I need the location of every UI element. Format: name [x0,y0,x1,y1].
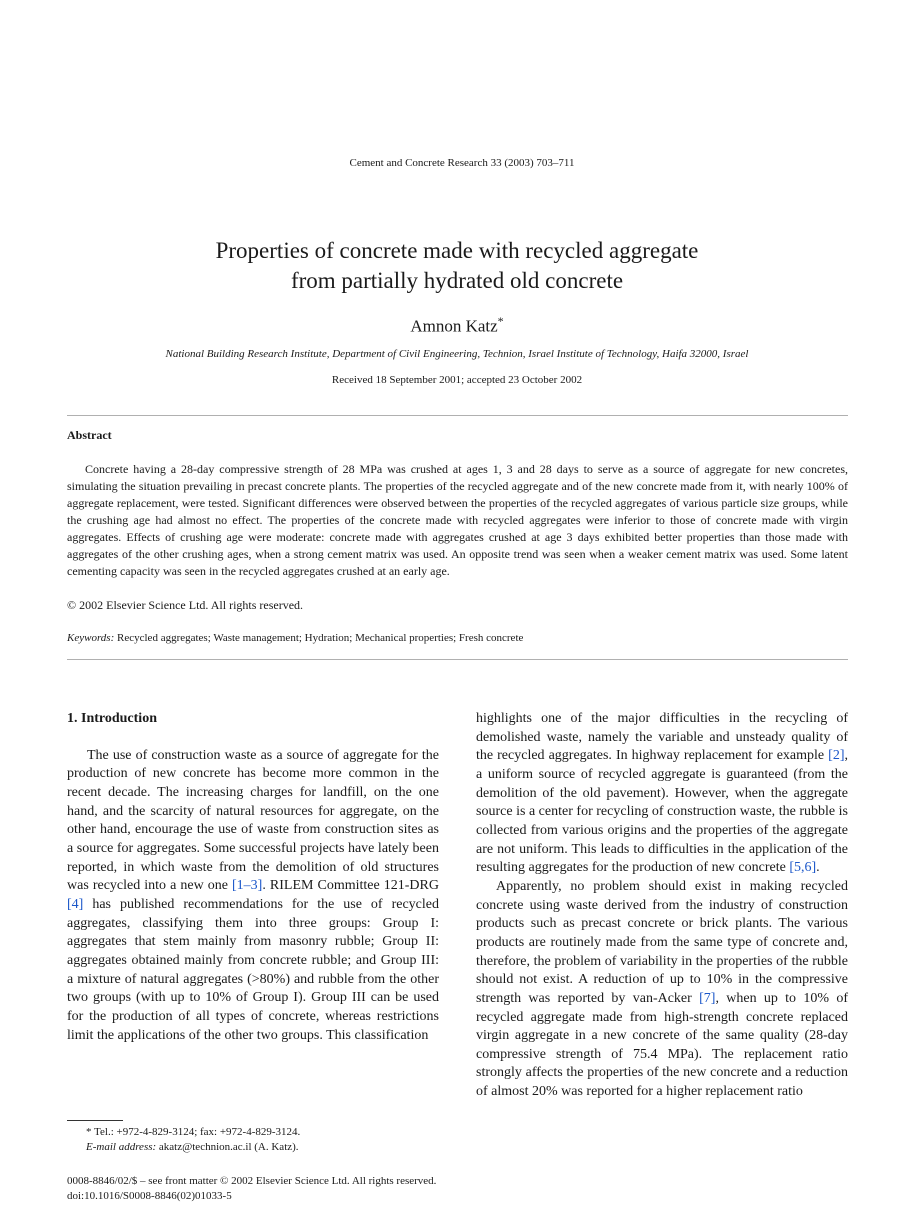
intro-text: . [816,860,820,876]
keywords [67,632,523,644]
citation-1-3[interactable]: [1–3] [232,878,263,894]
intro-text: . RILEM Committee 121-DRG [262,878,439,894]
paper-title [0,236,914,296]
bottom-divider [67,659,848,660]
abstract-heading: Abstract [67,428,112,442]
abstract-copyright: © 2002 Elsevier Science Ltd. All rights reserved. [67,598,304,612]
author-name: Amnon Katz [410,316,498,336]
top-divider [67,415,848,416]
email-address[interactable]: akatz@technion.ac.il (A. Katz). [156,1141,299,1153]
citation-4[interactable]: [4] [67,896,84,912]
citation-2[interactable]: [2] [828,748,845,764]
title-line-1: Properties of concrete made with recycled aggregate [215,238,699,263]
intro-text: The use of construction waste as a source of aggregate for the production of new concrete has become more common in the recent decade. The increasing charges for landfill, on the one hand, and the scarcity of natural resources for aggregate, on the other hand, encourage the use of waste from construction sites as a source for aggregates. Some successful projects have lately been reported, in which waste from the demolition of old structures was recycled into a new one [67,747,439,894]
keywords-list: Recycled aggregates; Waste management; Hydration; Mechanical properties; Fresh concrete [114,632,524,644]
citation-7[interactable]: [7] [699,990,716,1006]
intro-text: , a uniform source of recycled aggregate is guaranteed (from the demolition of the old pavement). However, when the aggregate source is a center for recycling of construction waste, the rubble is collected from various origins and the properties of the aggregate are not uniform. This leads to difficulties in the application of the resulting aggregates for the production of new concrete [476,748,848,876]
journal-header: Cement and Concrete Research 33 (2003) 703–711 [349,157,575,169]
author [0,314,914,337]
citation-5-6[interactable]: [5,6] [789,860,817,876]
abstract-text: Concrete having a 28-day compressive strength of 28 MPa was crushed at ages 1, 3 and 28 days to serve as a source of aggregate for new concretes, simulating the situation prevailing in precast concrete plants. The properties of the recycled aggregate and of the new concrete made from it, with nearly 100% of aggregate replacement, were tested. Significant differences were observed between the properties of the recycled aggregates of various particle size groups, while the crushing age had almost no effect. The properties of the concrete made with recycled aggregates were inferior to those of concrete made with virgin aggregates. Effects of crushing age were moderate: concrete made with aggregates crushed at age 3 days exhibited better properties than those made with aggregates of the other crushing ages, when a strong cement matrix was used. An opposite trend was seen when a weaker cement matrix was used. Some latent cementing capacity was seen in the recycled aggregates crushed at an early age. [67,462,848,578]
intro-paragraph-1 [67,747,439,1046]
intro-text: Apparently, no problem should exist in making recycled concrete using waste derived from the industry of construction products such as precast concrete or brick plants. The various products are routinely made from the same type of concrete and, therefore, the problem of variability in the properties of the rubble should not exist. A reduction of up to 10% in the compressive strength was reported by van-Acker [476,878,848,1006]
front-matter-notice: 0008-8846/02/$ – see front matter © 2002 Elsevier Science Ltd. All rights reserved. [67,1175,437,1187]
intro-text: , when up to 10% of recycled aggregate made from high-strength concrete replaced virgin aggregate in a new concrete of the same quality (28-day compressive strength of 75.4 MPa). The replacement ratio strongly affects the properties of the new concrete and a reduction of almost 20% was reported for a higher replacement ratio [476,990,848,1100]
title-line-2: from partially hydrated old concrete [290,268,624,293]
footnote-tel: * Tel.: +972-4-829-3124; fax: +972-4-829-3124. [86,1126,301,1138]
footnote-rule [67,1120,123,1121]
footnote-email [86,1141,299,1153]
section-heading-introduction: 1. Introduction [67,711,157,726]
affiliation: National Building Research Institute, Department of Civil Engineering, Technion, Israel Institute of Technology, Haifa 32000, Israel [165,348,749,360]
intro-paragraph-1-continued [476,710,848,878]
keywords-label: Keywords: [67,632,115,644]
received-dates: Received 18 September 2001; accepted 23 October 2002 [331,374,583,386]
doi[interactable]: doi:10.1016/S0008-8846(02)01033-5 [67,1190,232,1202]
intro-paragraph-2 [476,878,848,1102]
author-footnote-mark[interactable]: * [497,314,504,328]
intro-text: highlights one of the major difficulties in the recycling of demolished waste, namely the variable and unsteady quality of the recycled aggregates. In highway replacement for example [476,711,848,764]
email-label: E-mail address: [86,1141,157,1153]
intro-text: has published recommendations for the use of recycled aggregates, classifying them into three groups: Group I: aggregates that stem mainly from masonry rubble; Group II: aggregates obtained mainly from concrete rubble; and Group III: a mixture of natural aggregates (>80%) and rubble from the other two groups (with up to 10% of Group I). Group III can be used for the production of all types of concrete, whereas restrictions limit the applications of the other two groups. This classification [67,896,439,1043]
left-column [67,710,439,1045]
right-column [476,710,848,1102]
